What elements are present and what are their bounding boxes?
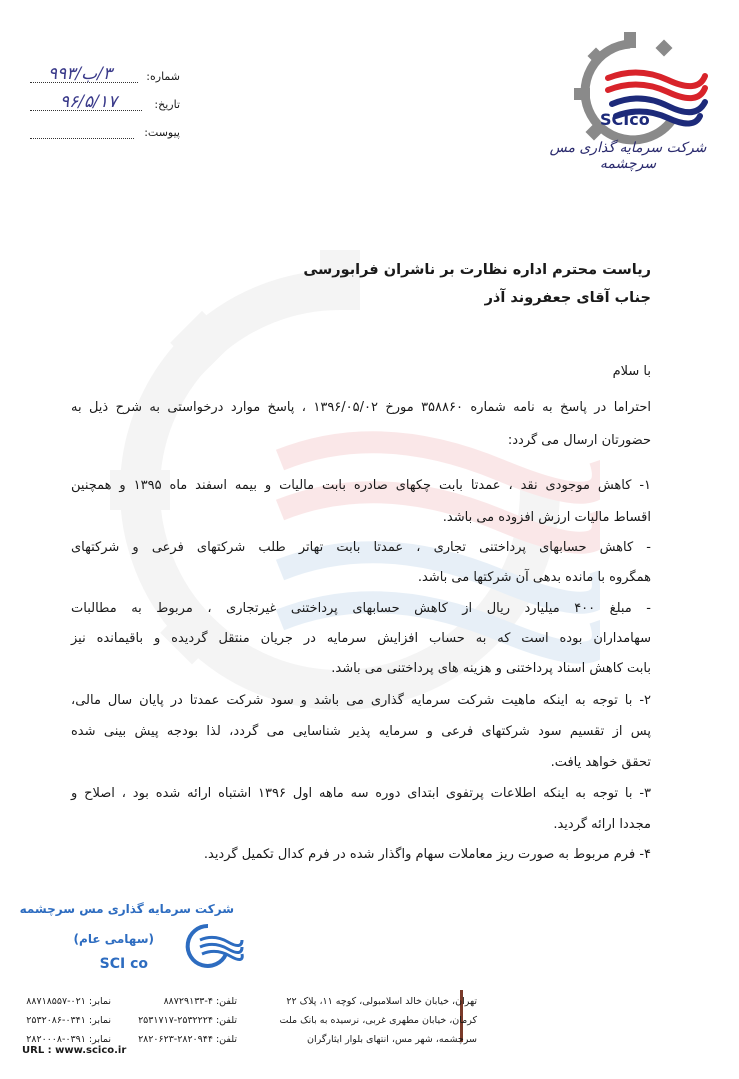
body-line-5: - کاهش حسابهای پرداختنی تجاری ، عمدتا بابت تهاتر طلب شرکتهای فرعی و شرکتهای bbox=[71, 540, 651, 555]
number-label: شماره: bbox=[146, 70, 180, 83]
body-line-15: ۴- فرم مربوط به صورت ریز معاملات سهام واگذار شده در فرم کدال تکمیل گردید. bbox=[203, 847, 651, 862]
attachment-field bbox=[30, 126, 180, 142]
footer-url: URL : www.scico.ir bbox=[22, 1045, 127, 1056]
body-line-10: ۲- با توجه به اینکه ماهیت شرکت سرمایه گذاری می باشد و سود شرکت عمدتا در پایان سال مالی، bbox=[71, 693, 651, 708]
footer-address-3: سرچشمه، شهر مس، انتهای بلوار ایثارگران bbox=[307, 1034, 477, 1045]
footer-fax-2: نمابر: ۰۳۴۱-۲۵۳۲۰۸۶ bbox=[26, 1015, 111, 1026]
footer-phone-3: تلفن: ۲۸۲۰۹۴۴-۲۸۲۰۶۲۳ bbox=[138, 1034, 237, 1045]
footer-address-2: کرمان، خیابان مطهری غربی، نرسیده به بانک ملت bbox=[279, 1015, 477, 1026]
body-line-8: سهامداران بوده است که به حساب افزایش سرمایه در جریان منتقل گردیده و باقیمانده نیز bbox=[71, 631, 651, 646]
body-line-12: تحقق خواهد یافت. bbox=[550, 755, 651, 770]
date-label: تاریخ: bbox=[154, 98, 180, 111]
number-field bbox=[30, 64, 180, 86]
body-line-1: احتراما در پاسخ به نامه شماره ۳۵۸۸۶۰ مورخ ۱۳۹۶/۰۵/۰۲ ، پاسخ موارد درخواستی به شرح ذیل به bbox=[71, 400, 651, 415]
addressee-title: ریاست محترم اداره نظارت بر ناشران فرابورسی bbox=[303, 262, 651, 278]
stamp-type: (سهامی عام) bbox=[73, 932, 154, 946]
body-line-3: ۱- کاهش موجودی نقد ، عمدتا بابت چکهای صادره بابت مالیات و بیمه اسفند ماه ۱۳۹۵ و همچنین bbox=[71, 478, 652, 493]
greeting: با سلام bbox=[612, 364, 651, 379]
date-field bbox=[30, 92, 180, 114]
body-line-13: ۳- با توجه به اینکه اطلاعات پرتفوی ابتدای دوره سه ماهه اول ۱۳۹۶ اشتباه ارائه شده بود ، اصلاح و bbox=[71, 786, 651, 801]
footer-phone-1: تلفن: ۴-۸۸۷۲۹۱۳۳ bbox=[163, 996, 237, 1007]
body-line-4: اقساط مالیات ارزش افزوده می باشد. bbox=[442, 510, 651, 525]
body-line-11: پس از تقسیم سود شرکتهای فرعی و سرمایه پذیر شناسایی می گردد، لذا بودجه پیش بینی شده bbox=[71, 724, 651, 739]
logo-company-name: شرکت سرمایه گذاری مس سرچشمه bbox=[549, 140, 707, 172]
body-line-7: - مبلغ ۴۰۰ میلیارد ریال از کاهش حسابهای پرداختنی غیرتجاری ، مربوط به مطالبات bbox=[71, 601, 651, 616]
body-line-14: مجددا ارائه گردید. bbox=[553, 817, 651, 832]
body-line-9: بابت کاهش اسناد پرداختنی و هزینه های پرداختنی می باشد. bbox=[331, 661, 651, 676]
number-value: ۳/ب/۹۹۳ bbox=[48, 64, 113, 84]
attachment-label: پیوست: bbox=[144, 126, 180, 139]
footer-fax-3: نمابر: ۰۳۹۱-۲۸۲۰۰۰۸ bbox=[26, 1034, 111, 1045]
company-stamp bbox=[19, 898, 250, 978]
addressee-name: جناب آقای جعفروند آذر bbox=[484, 290, 651, 306]
stamp-company-name: شرکت سرمایه گذاری مس سرچشمه bbox=[19, 902, 234, 916]
logo-brand-text: SCIco bbox=[600, 110, 650, 129]
body-line-6: همگروه با مانده بدهی آن شرکتها می باشد. bbox=[417, 570, 651, 585]
footer-address-1: تهران، خیابان خالد اسلامبولی، کوچه ۱۱، پلاک ۲۲ bbox=[286, 996, 477, 1007]
date-value: ۹۶/۵/۱۷ bbox=[60, 92, 118, 112]
attachment-line bbox=[30, 138, 134, 139]
stamp-logo-icon bbox=[178, 920, 244, 970]
footer-fax-1: نمابر: ۰۲۱-۸۸۷۱۸۵۵۷ bbox=[26, 996, 111, 1007]
stamp-brand: SCI co bbox=[99, 956, 148, 972]
body-line-2: حضورتان ارسال می گردد: bbox=[507, 433, 651, 448]
footer-phone-2: تلفن: ۲۵۳۲۲۲۴-۲۵۳۱۷۱۷ bbox=[138, 1015, 237, 1026]
